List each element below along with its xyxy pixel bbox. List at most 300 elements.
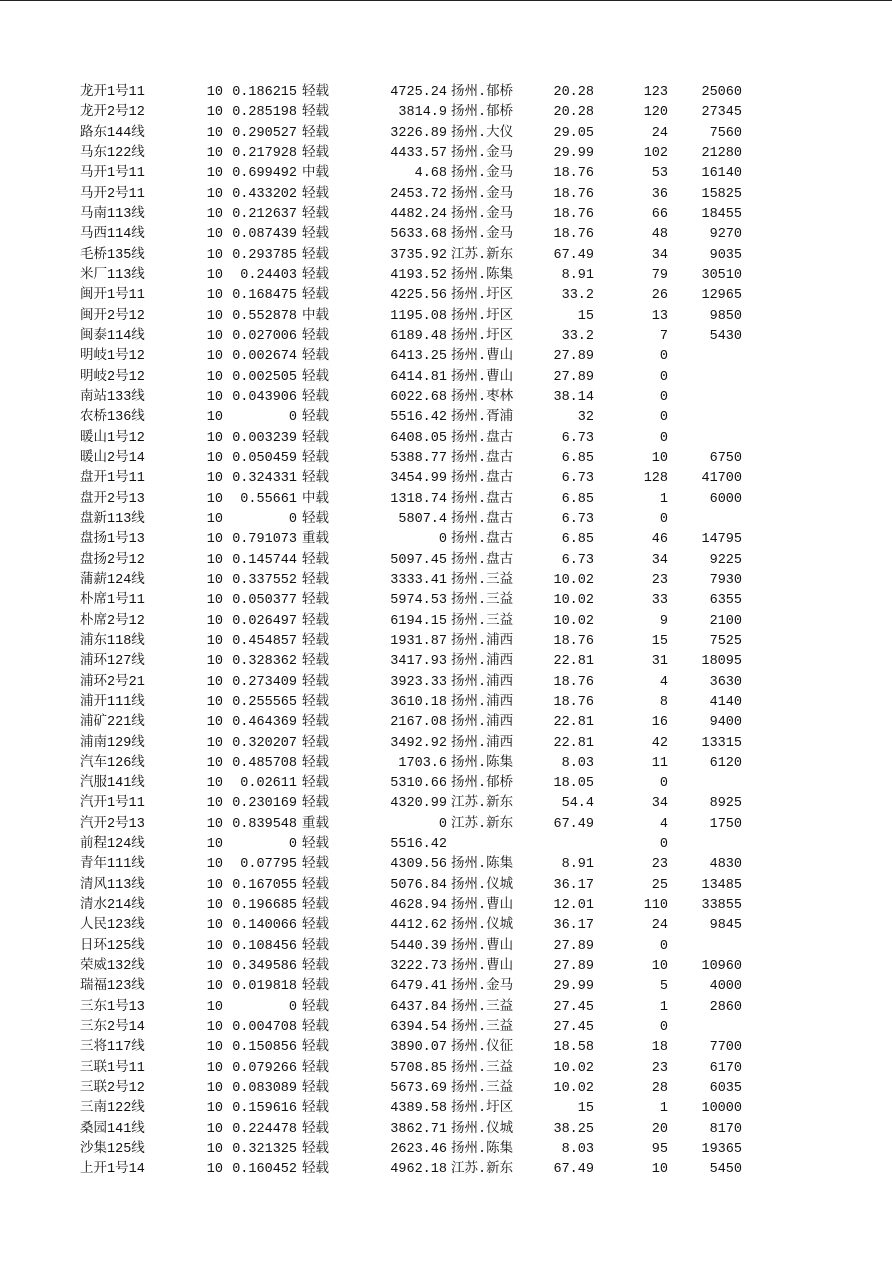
substation-cell: 扬州.郁桥 <box>451 105 514 121</box>
distance-cell: 12.01 <box>553 898 594 914</box>
load-rate-cell: 0 <box>288 511 297 527</box>
substation-cell: 扬州.三益 <box>451 1060 514 1076</box>
substation-cell: 扬州.盘古 <box>451 471 514 487</box>
distance-cell: 6.85 <box>561 450 594 466</box>
table-row <box>80 510 744 530</box>
amount-cell: 13315 <box>701 735 742 751</box>
distance-cell: 18.58 <box>553 1040 594 1056</box>
distance-cell: 6.73 <box>561 471 594 487</box>
count-cell: 46 <box>651 532 668 548</box>
load-status-cell: 轻载 <box>302 105 329 121</box>
load-rate-cell: 0.24403 <box>240 267 297 283</box>
voltage-cell: 10 <box>206 816 223 832</box>
table-row <box>80 835 744 855</box>
substation-cell: 扬州.浦西 <box>451 735 514 751</box>
line-name-cell: 毛桥135线 <box>80 247 145 263</box>
substation-cell: 扬州.浦西 <box>451 654 514 670</box>
load-status-cell: 轻载 <box>302 694 329 710</box>
load-status-cell: 轻载 <box>302 938 329 954</box>
substation-cell: 扬州.三益 <box>451 1081 514 1097</box>
voltage-cell: 10 <box>206 857 223 873</box>
distance-cell <box>523 835 596 855</box>
load-rate-cell: 0.150856 <box>232 1040 297 1056</box>
capacity-cell: 3735.92 <box>390 247 447 263</box>
line-name-cell: 前程124线 <box>80 837 145 853</box>
table-row <box>80 185 744 205</box>
substation-cell: 扬州.大仪 <box>451 125 514 141</box>
load-rate-cell: 0.217928 <box>232 145 297 161</box>
count-cell: 123 <box>643 85 668 100</box>
amount-cell: 1750 <box>709 816 742 832</box>
count-cell: 128 <box>643 471 668 487</box>
capacity-cell: 4962.18 <box>390 1162 447 1178</box>
table-row <box>80 876 744 896</box>
load-rate-cell: 0.273409 <box>232 674 297 690</box>
count-cell: 31 <box>651 654 668 670</box>
capacity-cell: 4225.56 <box>390 288 447 304</box>
count-cell: 0 <box>659 430 668 446</box>
amount-cell: 6035 <box>709 1081 742 1097</box>
substation-cell: 扬州.仪城 <box>451 918 514 934</box>
capacity-cell: 6437.84 <box>390 999 447 1015</box>
amount-cell: 6120 <box>709 755 742 771</box>
amount-cell: 6000 <box>709 491 742 507</box>
amount-cell: 8925 <box>709 796 742 812</box>
table-row <box>80 368 744 388</box>
capacity-cell: 3222.73 <box>390 959 447 975</box>
capacity-cell: 6394.54 <box>390 1020 447 1036</box>
distance-cell: 18.76 <box>553 166 594 182</box>
table-row <box>80 1018 744 1038</box>
load-status-cell: 轻载 <box>302 288 329 304</box>
distance-cell: 32 <box>577 410 594 426</box>
load-status-cell: 轻载 <box>302 511 329 527</box>
load-status-cell: 轻载 <box>302 837 329 853</box>
table-row <box>80 266 744 286</box>
line-name-cell: 马南113线 <box>80 206 145 222</box>
count-cell: 9 <box>659 613 668 629</box>
load-status-cell: 轻载 <box>302 959 329 975</box>
load-status-cell: 轻载 <box>302 389 329 405</box>
voltage-cell: 10 <box>206 654 223 670</box>
line-name-cell: 马西114线 <box>80 227 145 243</box>
amount-cell: 18095 <box>701 654 742 670</box>
amount-cell: 2100 <box>709 613 742 629</box>
table-row <box>80 429 744 449</box>
table-row <box>80 327 744 347</box>
voltage-cell: 10 <box>206 572 223 588</box>
line-name-cell: 汽开2号13 <box>80 816 145 832</box>
amount-cell: 13485 <box>701 877 742 893</box>
distance-cell: 8.03 <box>561 1142 594 1158</box>
distance-cell: 27.89 <box>553 959 594 975</box>
substation-cell: 扬州.圩区 <box>451 308 514 324</box>
substation-cell: 扬州.陈集 <box>451 267 514 283</box>
line-name-cell: 三南122线 <box>80 1101 145 1117</box>
table-row <box>80 571 744 591</box>
distance-cell: 29.99 <box>553 145 594 161</box>
load-status-cell: 轻载 <box>302 654 329 670</box>
line-name-cell: 龙开2号12 <box>80 105 145 121</box>
line-name-cell: 路东144线 <box>80 125 145 141</box>
table-row <box>80 998 744 1018</box>
count-cell: 48 <box>651 227 668 243</box>
amount-cell: 4830 <box>709 857 742 873</box>
load-status-cell: 轻载 <box>302 1040 329 1056</box>
count-cell: 53 <box>651 166 668 182</box>
line-name-cell: 浦环127线 <box>80 654 145 670</box>
table-row <box>80 815 744 835</box>
distance-cell: 27.89 <box>553 349 594 365</box>
count-cell: 0 <box>659 837 668 853</box>
capacity-cell: 5516.42 <box>390 410 447 426</box>
load-status-cell: 轻载 <box>302 552 329 568</box>
voltage-cell: 10 <box>206 511 223 527</box>
substation-cell: 江苏.新东 <box>451 796 514 812</box>
substation-cell: 扬州.仪征 <box>451 1040 514 1056</box>
distance-cell: 36.17 <box>553 918 594 934</box>
count-cell: 23 <box>651 1060 668 1076</box>
voltage-cell: 10 <box>206 247 223 263</box>
table-row <box>80 1160 744 1180</box>
voltage-cell: 10 <box>206 1101 223 1117</box>
capacity-cell: 4725.24 <box>390 85 447 100</box>
load-status-cell: 中载 <box>302 491 329 507</box>
distance-cell: 38.25 <box>553 1121 594 1137</box>
load-status-cell: 轻载 <box>302 755 329 771</box>
amount-cell: 6355 <box>709 593 742 609</box>
voltage-cell: 10 <box>206 837 223 853</box>
count-cell: 5 <box>659 979 668 995</box>
voltage-cell: 10 <box>206 186 223 202</box>
count-cell: 34 <box>651 552 668 568</box>
amount-cell: 16140 <box>701 166 742 182</box>
line-name-cell: 龙开1号11 <box>80 85 145 100</box>
amount-cell: 5430 <box>709 328 742 344</box>
distance-cell: 15 <box>577 308 594 324</box>
line-name-cell: 朴席2号12 <box>80 613 145 629</box>
voltage-cell: 10 <box>206 715 223 731</box>
load-rate-cell: 0.293785 <box>232 247 297 263</box>
distance-cell: 18.76 <box>553 633 594 649</box>
amount-cell: 6170 <box>709 1060 742 1076</box>
table-row <box>80 408 744 428</box>
capacity-cell: 5673.69 <box>390 1081 447 1097</box>
amount-cell: 5450 <box>709 1162 742 1178</box>
line-name-cell: 汽开1号11 <box>80 796 145 812</box>
count-cell: 102 <box>643 145 668 161</box>
amount-cell: 8170 <box>709 1121 742 1137</box>
load-rate-cell: 0.255565 <box>232 694 297 710</box>
load-status-cell: 轻载 <box>302 1101 329 1117</box>
substation-cell: 扬州.盘古 <box>451 430 514 446</box>
table-row <box>80 103 744 123</box>
count-cell: 34 <box>651 247 668 263</box>
line-name-cell: 盘新113线 <box>80 511 145 527</box>
table-row <box>80 652 744 672</box>
line-name-cell: 农桥136线 <box>80 410 145 426</box>
distance-cell: 18.76 <box>553 227 594 243</box>
amount-cell: 25060 <box>701 85 742 100</box>
capacity-cell: 5310.66 <box>390 776 447 792</box>
amount-cell: 9270 <box>709 227 742 243</box>
voltage-cell: 10 <box>206 674 223 690</box>
load-rate-cell: 0.349586 <box>232 959 297 975</box>
line-name-cell: 汽车126线 <box>80 755 145 771</box>
voltage-cell: 10 <box>206 877 223 893</box>
table-row <box>80 449 744 469</box>
load-status-cell: 中载 <box>302 166 329 182</box>
capacity-cell: 3610.18 <box>390 694 447 710</box>
count-cell: 120 <box>643 105 668 121</box>
load-rate-cell: 0.019818 <box>232 979 297 995</box>
capacity-cell: 1931.87 <box>390 633 447 649</box>
count-cell: 10 <box>651 1162 668 1178</box>
load-rate-cell: 0.485708 <box>232 755 297 771</box>
table-row <box>80 977 744 997</box>
load-rate-cell: 0.168475 <box>232 288 297 304</box>
voltage-cell: 10 <box>206 369 223 385</box>
voltage-cell: 10 <box>206 1121 223 1137</box>
voltage-cell: 10 <box>206 227 223 243</box>
amount-cell: 14795 <box>701 532 742 548</box>
count-cell: 0 <box>659 511 668 527</box>
amount-cell: 9035 <box>709 247 742 263</box>
voltage-cell: 10 <box>206 918 223 934</box>
count-cell: 0 <box>659 389 668 405</box>
table-row <box>80 713 744 733</box>
capacity-cell: 1318.74 <box>390 491 447 507</box>
load-rate-cell: 0.087439 <box>232 227 297 243</box>
voltage-cell: 10 <box>206 471 223 487</box>
amount-cell: 7525 <box>709 633 742 649</box>
load-status-cell: 轻载 <box>302 613 329 629</box>
count-cell: 1 <box>659 999 668 1015</box>
table-row <box>80 469 744 489</box>
count-cell: 1 <box>659 491 668 507</box>
load-status-cell: 轻载 <box>302 186 329 202</box>
voltage-cell: 10 <box>206 694 223 710</box>
substation-cell: 扬州.浦西 <box>451 715 514 731</box>
amount-cell <box>670 388 744 408</box>
load-status-cell: 轻载 <box>302 796 329 812</box>
load-rate-cell: 0.140066 <box>232 918 297 934</box>
load-status-cell: 轻载 <box>302 1060 329 1076</box>
amount-cell: 19365 <box>701 1142 742 1158</box>
capacity-cell: 6022.68 <box>390 389 447 405</box>
line-name-cell: 盘开2号13 <box>80 491 145 507</box>
line-name-cell: 浦环2号21 <box>80 674 145 690</box>
voltage-cell: 10 <box>206 389 223 405</box>
distance-cell: 10.02 <box>553 1081 594 1097</box>
voltage-cell: 10 <box>206 552 223 568</box>
substation-cell: 扬州.盘古 <box>451 532 514 548</box>
table-row <box>80 1099 744 1119</box>
table-row <box>80 855 744 875</box>
capacity-cell: 5708.85 <box>390 1060 447 1076</box>
substation-cell: 扬州.曹山 <box>451 959 514 975</box>
load-status-cell: 轻载 <box>302 227 329 243</box>
substation-cell: 扬州.胥浦 <box>451 410 514 426</box>
line-name-cell: 米厂113线 <box>80 267 145 283</box>
load-rate-cell: 0.55661 <box>240 491 297 507</box>
line-name-cell: 蒲薪124线 <box>80 572 145 588</box>
distance-cell: 67.49 <box>553 1162 594 1178</box>
substation-cell: 扬州.盘古 <box>451 491 514 507</box>
load-status-cell: 轻载 <box>302 430 329 446</box>
distance-cell: 22.81 <box>553 735 594 751</box>
amount-cell: 2860 <box>709 999 742 1015</box>
distance-cell: 33.2 <box>561 288 594 304</box>
distance-cell: 22.81 <box>553 715 594 731</box>
load-rate-cell: 0.839548 <box>232 816 297 832</box>
table-row <box>80 1079 744 1099</box>
line-name-cell: 沙集125线 <box>80 1142 145 1158</box>
load-rate-cell: 0.224478 <box>232 1121 297 1137</box>
load-status-cell: 轻载 <box>302 999 329 1015</box>
load-rate-cell: 0.002674 <box>232 349 297 365</box>
load-status-cell: 轻载 <box>302 328 329 344</box>
substation-cell: 扬州.仪城 <box>451 877 514 893</box>
capacity-cell: 5388.77 <box>390 450 447 466</box>
count-cell: 0 <box>659 369 668 385</box>
load-rate-cell: 0.320207 <box>232 735 297 751</box>
amount-cell: 30510 <box>701 267 742 283</box>
load-status-cell: 轻载 <box>302 247 329 263</box>
table-row <box>80 591 744 611</box>
amount-cell <box>670 347 744 367</box>
distance-cell: 27.89 <box>553 369 594 385</box>
load-status-cell: 轻载 <box>302 1020 329 1036</box>
load-rate-cell: 0.433202 <box>232 186 297 202</box>
voltage-cell: 10 <box>206 430 223 446</box>
line-name-cell: 明岐1号12 <box>80 349 145 365</box>
substation-cell: 扬州.曹山 <box>451 349 514 365</box>
load-rate-cell: 0.454857 <box>232 633 297 649</box>
distance-cell: 22.81 <box>553 654 594 670</box>
load-rate-cell: 0.050377 <box>232 593 297 609</box>
count-cell: 110 <box>643 898 668 914</box>
substation-cell: 扬州.圩区 <box>451 328 514 344</box>
distance-cell: 20.28 <box>553 105 594 121</box>
voltage-cell: 10 <box>206 85 223 100</box>
capacity-cell: 6414.81 <box>390 369 447 385</box>
load-status-cell: 轻载 <box>302 125 329 141</box>
capacity-cell: 3890.07 <box>390 1040 447 1056</box>
substation-cell: 扬州.曹山 <box>451 898 514 914</box>
capacity-cell: 2453.72 <box>390 186 447 202</box>
line-name-cell: 盘开1号11 <box>80 471 145 487</box>
distance-cell: 15 <box>577 1101 594 1117</box>
amount-cell <box>670 1018 744 1038</box>
voltage-cell: 10 <box>206 1040 223 1056</box>
count-cell: 26 <box>651 288 668 304</box>
substation-cell: 扬州.曹山 <box>451 369 514 385</box>
capacity-cell: 3333.41 <box>390 572 447 588</box>
substation-cell: 扬州.三益 <box>451 572 514 588</box>
load-status-cell: 轻载 <box>302 349 329 365</box>
capacity-cell: 3862.71 <box>390 1121 447 1137</box>
capacity-cell: 4389.58 <box>390 1101 447 1117</box>
voltage-cell: 10 <box>206 1142 223 1158</box>
substation-cell: 扬州.三益 <box>451 613 514 629</box>
distance-cell: 18.76 <box>553 694 594 710</box>
count-cell: 0 <box>659 938 668 954</box>
load-rate-cell: 0.212637 <box>232 206 297 222</box>
table-row <box>80 124 744 144</box>
load-status-cell: 轻载 <box>302 206 329 222</box>
load-status-cell: 轻载 <box>302 593 329 609</box>
distance-cell: 67.49 <box>553 816 594 832</box>
voltage-cell: 10 <box>206 938 223 954</box>
line-name-cell: 日环125线 <box>80 938 145 954</box>
distance-cell: 18.76 <box>553 674 594 690</box>
amount-cell: 7560 <box>709 125 742 141</box>
capacity-cell: 5076.84 <box>390 877 447 893</box>
line-name-cell: 马东122线 <box>80 145 145 161</box>
table-row <box>80 774 744 794</box>
load-status-cell: 轻载 <box>302 1081 329 1097</box>
table-row <box>80 957 744 977</box>
load-rate-cell: 0.002505 <box>232 369 297 385</box>
distance-cell: 18.76 <box>553 186 594 202</box>
substation-cell: 扬州.陈集 <box>451 857 514 873</box>
substation-cell: 扬州.三益 <box>451 1020 514 1036</box>
count-cell: 8 <box>659 694 668 710</box>
capacity-cell: 6408.05 <box>390 430 447 446</box>
amount-cell <box>670 429 744 449</box>
capacity-cell: 6479.41 <box>390 979 447 995</box>
amount-cell <box>670 510 744 530</box>
substation-cell: 扬州.圩区 <box>451 288 514 304</box>
load-rate-cell: 0.791073 <box>232 532 297 548</box>
table-row <box>80 490 744 510</box>
capacity-cell: 6189.48 <box>390 328 447 344</box>
capacity-cell: 2623.46 <box>390 1142 447 1158</box>
load-status-cell: 轻载 <box>302 85 329 100</box>
distance-cell: 8.91 <box>561 267 594 283</box>
load-rate-cell: 0.027006 <box>232 328 297 344</box>
load-status-cell: 轻载 <box>302 979 329 995</box>
substation-cell <box>449 835 523 855</box>
substation-cell: 扬州.陈集 <box>451 755 514 771</box>
count-cell: 23 <box>651 572 668 588</box>
substation-cell: 扬州.金马 <box>451 227 514 243</box>
table-row <box>80 1120 744 1140</box>
voltage-cell: 10 <box>206 959 223 975</box>
substation-cell: 扬州.枣林 <box>451 389 514 405</box>
load-rate-cell: 0 <box>288 999 297 1015</box>
voltage-cell: 10 <box>206 349 223 365</box>
voltage-cell: 10 <box>206 532 223 548</box>
table-row <box>80 754 744 774</box>
load-status-cell: 轻载 <box>302 1142 329 1158</box>
amount-cell: 7930 <box>709 572 742 588</box>
capacity-cell: 4412.62 <box>390 918 447 934</box>
capacity-cell: 3923.33 <box>390 674 447 690</box>
amount-cell <box>670 774 744 794</box>
count-cell: 24 <box>651 125 668 141</box>
distance-cell: 10.02 <box>553 1060 594 1076</box>
table-row <box>80 144 744 164</box>
voltage-cell: 10 <box>206 328 223 344</box>
amount-cell <box>670 368 744 388</box>
count-cell: 24 <box>651 918 668 934</box>
distance-cell: 10.02 <box>553 593 594 609</box>
capacity-cell: 0 <box>438 532 447 548</box>
load-status-cell: 轻载 <box>302 450 329 466</box>
load-rate-cell: 0.026497 <box>232 613 297 629</box>
